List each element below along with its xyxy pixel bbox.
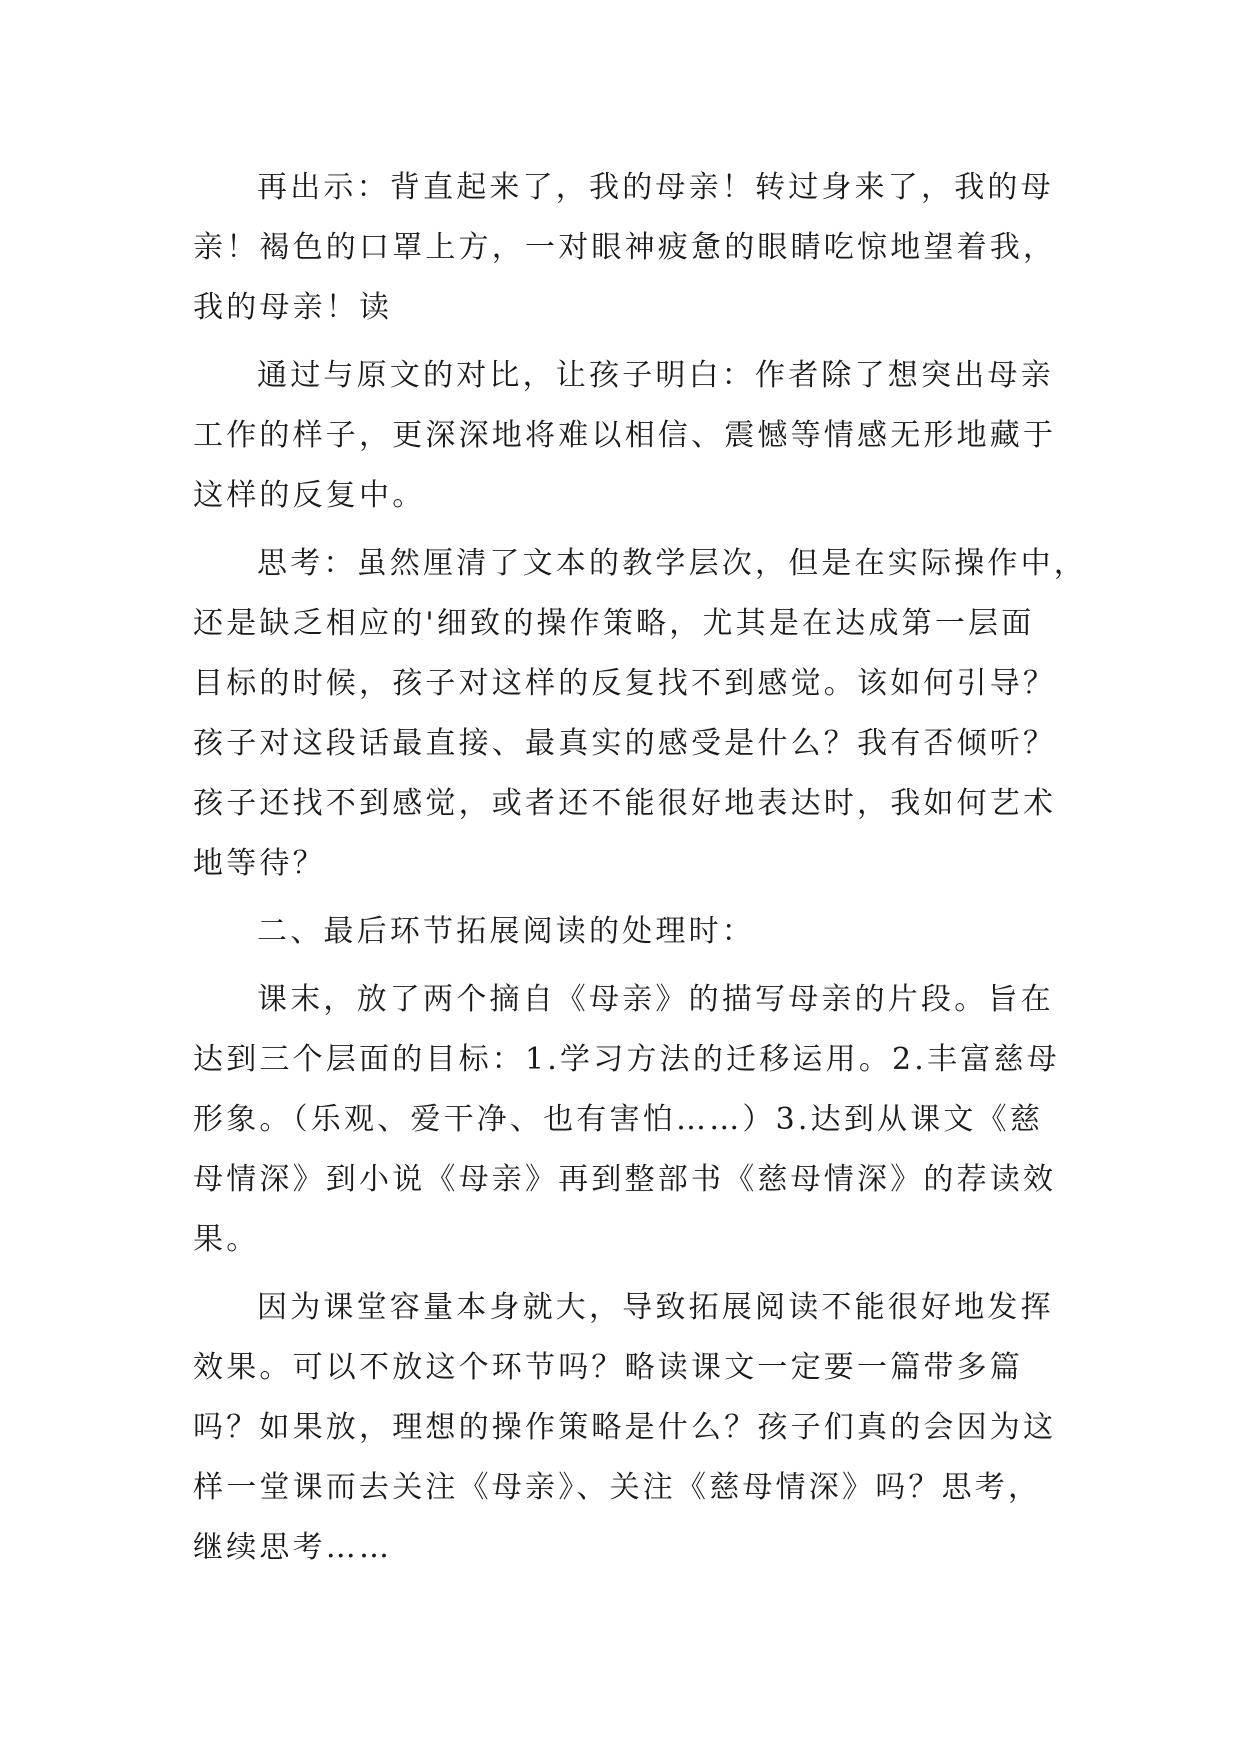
text-line: 达到三个层面的目标：1.学习方法的迁移运用。2.丰富慈母 [193,1042,1060,1077]
text-line: 我的母亲！读 [193,290,393,325]
paragraph-5 [193,1278,1055,1578]
section-heading [193,902,1055,962]
text-line: 继续思考…… [193,1530,393,1565]
text-line: 还是缺乏相应的'细致的操作策略，尤其是在达成第一层面 [193,606,1035,641]
paragraph-2 [193,346,1055,526]
paragraph-3 [193,534,1087,894]
text-line: 母情深》到小说《母亲》再到整部书《慈母情深》的荐读效 [193,1162,1057,1197]
text-line: 目标的时候，孩子对这样的反复找不到感觉。该如何引导？ [193,666,1057,701]
text-line: 形象。（乐观、爱干净、也有害怕……）3.达到从课文《慈 [193,1102,1044,1137]
text-line: 样一堂课而去关注《母亲》、关注《慈母情深》吗？思考， [193,1470,1042,1505]
text-line: 果。 [193,1222,260,1257]
text-line: 效果。可以不放这个环节吗？略读课文一定要一篇带多篇 [193,1350,1023,1385]
paragraph-4 [193,970,1060,1270]
text-line: 亲！褐色的口罩上方，一对眼神疲惫的眼睛吃惊地望着我， [193,230,1057,265]
text-line: 因为课堂容量本身就大，导致拓展阅读不能很好地发挥 [257,1290,1054,1325]
paragraph-1 [193,158,1055,338]
text-line: 二、最后环节拓展阅读的处理时： [257,914,755,949]
text-line: 思考：虽然厘清了文本的教学层次，但是在实际操作中， [257,546,1087,581]
text-line: 通过与原文的对比，让孩子明白：作者除了想突出母亲 [257,358,1054,393]
text-line: 地等待？ [193,846,326,881]
text-line: 这样的反复中。 [193,478,426,513]
text-line: 吗？如果放，理想的操作策略是什么？孩子们真的会因为这 [193,1410,1057,1445]
text-line: 工作的样子，更深深地将难以相信、震憾等情感无形地藏于 [193,418,1057,453]
text-line: 课末，放了两个摘自《母亲》的描写母亲的片段。旨在 [257,982,1054,1017]
text-line: 孩子对这段话最直接、最真实的感受是什么？我有否倾听？ [193,726,1057,761]
document-body [193,158,1087,1578]
text-line: 再出示：背直起来了，我的母亲！转过身来了，我的母 [257,170,1054,205]
text-line: 孩子还找不到感觉，或者还不能很好地表达时，我如何艺术 [193,786,1057,821]
